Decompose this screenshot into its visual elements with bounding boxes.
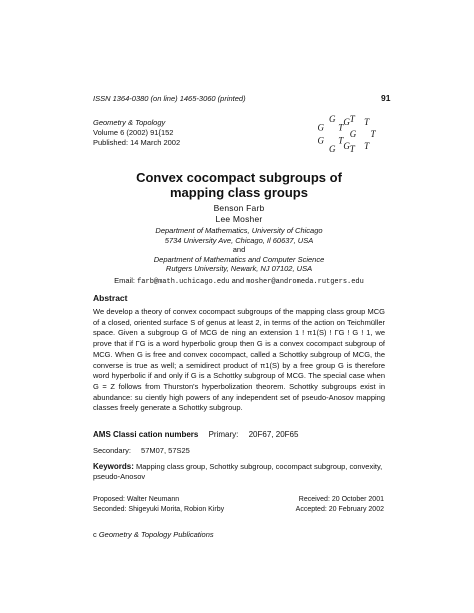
secondary-label: Secondary: xyxy=(93,446,131,455)
journal-name: Geometry & Topology xyxy=(93,118,166,127)
logo-letter: T xyxy=(349,143,355,154)
logo-letter: G xyxy=(343,117,350,127)
primary-label: Primary: xyxy=(208,430,239,439)
editorial-right xyxy=(292,495,384,515)
copyright-line xyxy=(93,530,214,539)
author-2: Lee Mosher xyxy=(215,214,263,224)
email-label: Email: xyxy=(114,276,135,285)
affiliation-line-4: Rutgers University, Newark, NJ 07102, USA xyxy=(165,264,313,273)
email-link-mosher[interactable]: mosher@andromeda.rutgers.edu xyxy=(246,278,364,286)
copyright-symbol: c xyxy=(93,530,97,539)
secondary-codes: 57M07, 57S25 xyxy=(141,446,190,455)
title-line-1: Convex cocompact subgroups of xyxy=(136,170,342,185)
journal-logo-icon xyxy=(312,112,382,162)
journal-info xyxy=(93,118,180,148)
journal-published: Published: 14 March 2002 xyxy=(93,138,181,147)
secondary-classification xyxy=(93,446,190,455)
logo-letter: G xyxy=(343,141,350,151)
affiliation-line-2: 5734 University Ave, Chicago, Il 60637, USA xyxy=(164,235,314,245)
logo-letter: G xyxy=(328,143,336,154)
logo-letter: T xyxy=(364,141,370,151)
affiliation-line-1: Department of Mathematics, University of Chicago xyxy=(155,226,323,235)
logo-letter: G xyxy=(328,114,336,125)
abstract-paragraph: We develop a theory of convex cocompact subgroups of the mapping class group MCG of a closed, oriented surface S of genus at least 2, in terms of the action on Teichmüller space. Given a subgroup G of MCG de ning an extension 1 ! π1(S) ! ΓG ! G ! 1, we prove that if ΓG is a word hyperbolic group then G is a convex cocompact subgroup of MCG. When G is free and convex cocompact, called a Schottky subgroup of MCG, the converse is true as well; a semidirect product of π1(S) by a free group G is therefore word hyperbolic if and only if G is a Schottky subgroup of MCG. The special case when G = Z follows from Thurston's hyperbolization theorem. Schottky subgroups exist in abundance: su ciently high powers of any independent set of pseudo-Anosov mapping classes freely generate a Schottky subgroup. xyxy=(93,307,385,413)
primary-codes: 20F67, 20F65 xyxy=(248,430,299,439)
issn-line: ISSN 1364-0380 (on line) 1465-3060 (printed) xyxy=(93,94,246,103)
email-and: and xyxy=(231,276,245,285)
logo-letter: G xyxy=(349,129,357,139)
ams-label: AMS Classi cation numbers xyxy=(93,430,199,439)
email-line xyxy=(93,276,385,286)
abstract-heading: Abstract xyxy=(93,293,128,303)
copyright-text: Geometry & Topology Publications xyxy=(98,530,214,539)
keywords-label: Keywords: xyxy=(93,462,134,471)
authors xyxy=(93,203,385,225)
keywords-text: Mapping class group, Schottky subgroup, cocompact subgroup, convexity, pseudo-Anosov xyxy=(93,462,383,481)
paper-title xyxy=(93,170,385,200)
seconded-by: Seconded: Shigeyuki Morita, Robion Kirby xyxy=(93,506,225,513)
logo-letter: T xyxy=(370,129,376,139)
logo-letter: T xyxy=(349,114,355,125)
logo-letter: G xyxy=(317,135,324,146)
page-number: 91 xyxy=(381,93,391,103)
logo-letter: G xyxy=(317,122,324,133)
logo-letter: T xyxy=(338,135,344,146)
affiliations xyxy=(93,226,385,274)
title-line-2: mapping class groups xyxy=(170,185,308,200)
abstract-body xyxy=(93,307,385,414)
keywords xyxy=(93,462,385,482)
affiliation-line-3: Department of Mathematics and Computer Science xyxy=(153,254,325,264)
proposed-by: Proposed: Walter Neumann xyxy=(93,496,180,503)
ams-classification xyxy=(93,430,298,439)
accepted-date: Accepted: 20 February 2002 xyxy=(295,506,384,513)
affiliation-and: and xyxy=(232,245,246,254)
editorial-left xyxy=(93,495,224,515)
logo-letter: T xyxy=(364,117,370,127)
received-date: Received: 20 October 2001 xyxy=(298,496,384,503)
email-link-farb[interactable]: farb@math.uchicago.edu xyxy=(137,278,230,286)
author-1: Benson Farb xyxy=(213,203,265,213)
logo-letter: T xyxy=(338,122,344,133)
journal-volume: Volume 6 (2002) 91{152 xyxy=(93,128,174,137)
